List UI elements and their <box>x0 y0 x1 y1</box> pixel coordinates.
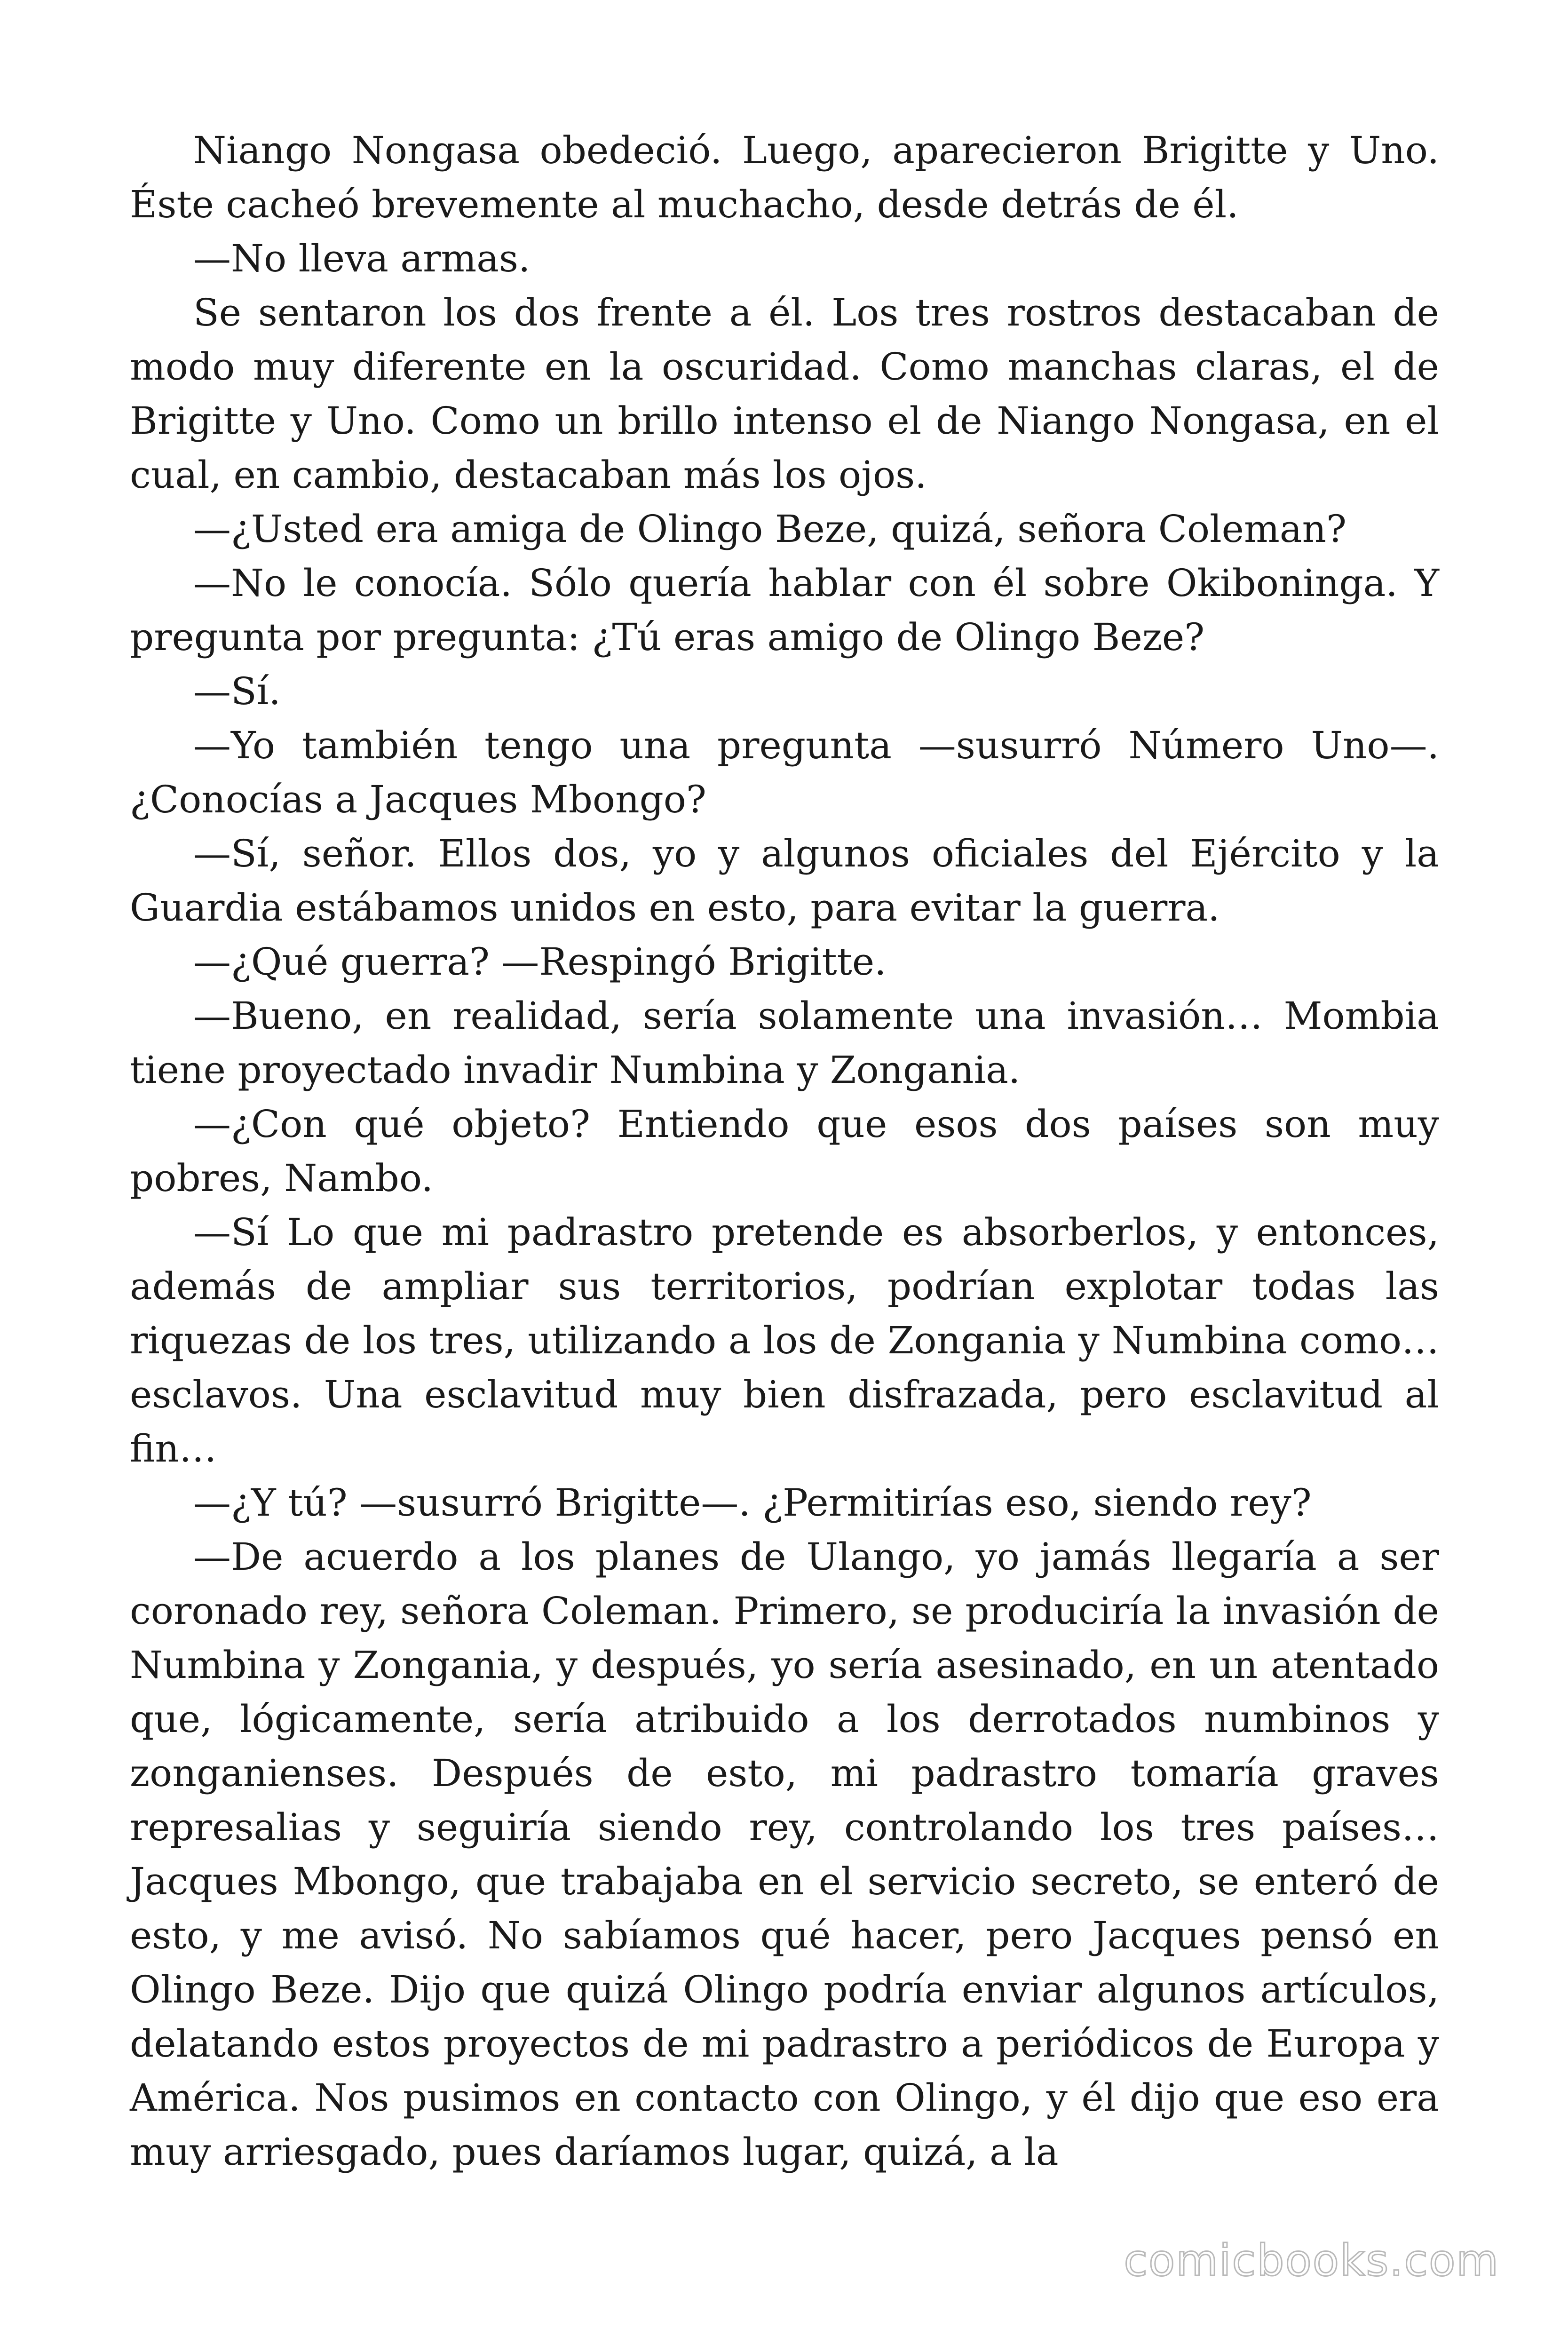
watermark: comicbooks.com <box>1124 2235 1499 2286</box>
paragraph: —De acuerdo a los planes de Ulango, yo jamás llegaría a ser coronado rey, señora Coleman. Primero, se produciría la invasión de Numbina y Zongania, y después, yo sería asesinado, en un atentado que, lógicamente, sería atribuido a los derrotados numbinos y zonganienses. Después de esto, mi padrastro tomaría graves represalias y seguiría siendo rey, controlando los tres países… Jacques Mbongo, que trabajaba en el servicio secreto, se enteró de esto, y me avisó. No sabíamos qué hacer, pero Jacques pensó en Olingo Beze. Dijo que quizá Olingo podría enviar algunos artículos, delatando estos proyectos de mi padrastro a periódicos de Europa y América. Nos pusimos en contacto con Olingo, y él dijo que eso era muy arriesgado, pues daríamos lugar, quizá, a la <box>130 1535 1439 2174</box>
paragraph: —Sí. <box>193 669 281 713</box>
paragraph: —No lleva armas. <box>193 237 531 280</box>
paragraph: —¿Con qué objeto? Entiendo que esos dos países son muy pobres, Nambo. <box>130 1102 1439 1200</box>
paragraph: —Yo también tengo una pregunta —susurró Número Uno—. ¿Conocías a Jacques Mbongo? <box>130 723 1439 821</box>
paragraph: —No le conocía. Sólo quería hablar con él sobre Okiboninga. Y pregunta por pregunta: ¿Tú eras amigo de Olingo Beze? <box>130 561 1439 659</box>
paragraph: —¿Qué guerra? —Respingó Brigitte. <box>193 940 887 984</box>
paragraph: —Sí, señor. Ellos dos, yo y algunos oficiales del Ejército y la Guardia estábamos unidos en esto, para evitar la guerra. <box>130 832 1439 930</box>
paragraph: Niango Nongasa obedeció. Luego, aparecieron Brigitte y Uno. Éste cacheó brevemente al muchacho, desde detrás de él. <box>130 128 1439 226</box>
paragraph: —Sí Lo que mi padrastro pretende es absorberlos, y entonces, además de ampliar sus territorios, podrían explotar todas las riquezas de los tres, utilizando a los de Zongania y Numbina como… esclavos. Una esclavitud muy bien disfrazada, pero esclavitud al fin… <box>130 1210 1439 1470</box>
paragraph: —¿Y tú? —susurró Brigitte—. ¿Permitirías eso, siendo rey? <box>193 1481 1312 1525</box>
paragraph: —¿Usted era amiga de Olingo Beze, quizá, señora Coleman? <box>193 507 1346 551</box>
paragraph: Se sentaron los dos frente a él. Los tres rostros destacaban de modo muy diferente en la oscuridad. Como manchas claras, el de Brigitte y Uno. Como un brillo intenso el de Niango Nongasa, en el cual, en cambio, destacaban más los ojos. <box>130 291 1439 497</box>
body-text <box>130 123 1439 2179</box>
paragraph: —Bueno, en realidad, sería solamente una invasión… Mombia tiene proyectado invadir Numbina y Zongania. <box>130 994 1439 1092</box>
